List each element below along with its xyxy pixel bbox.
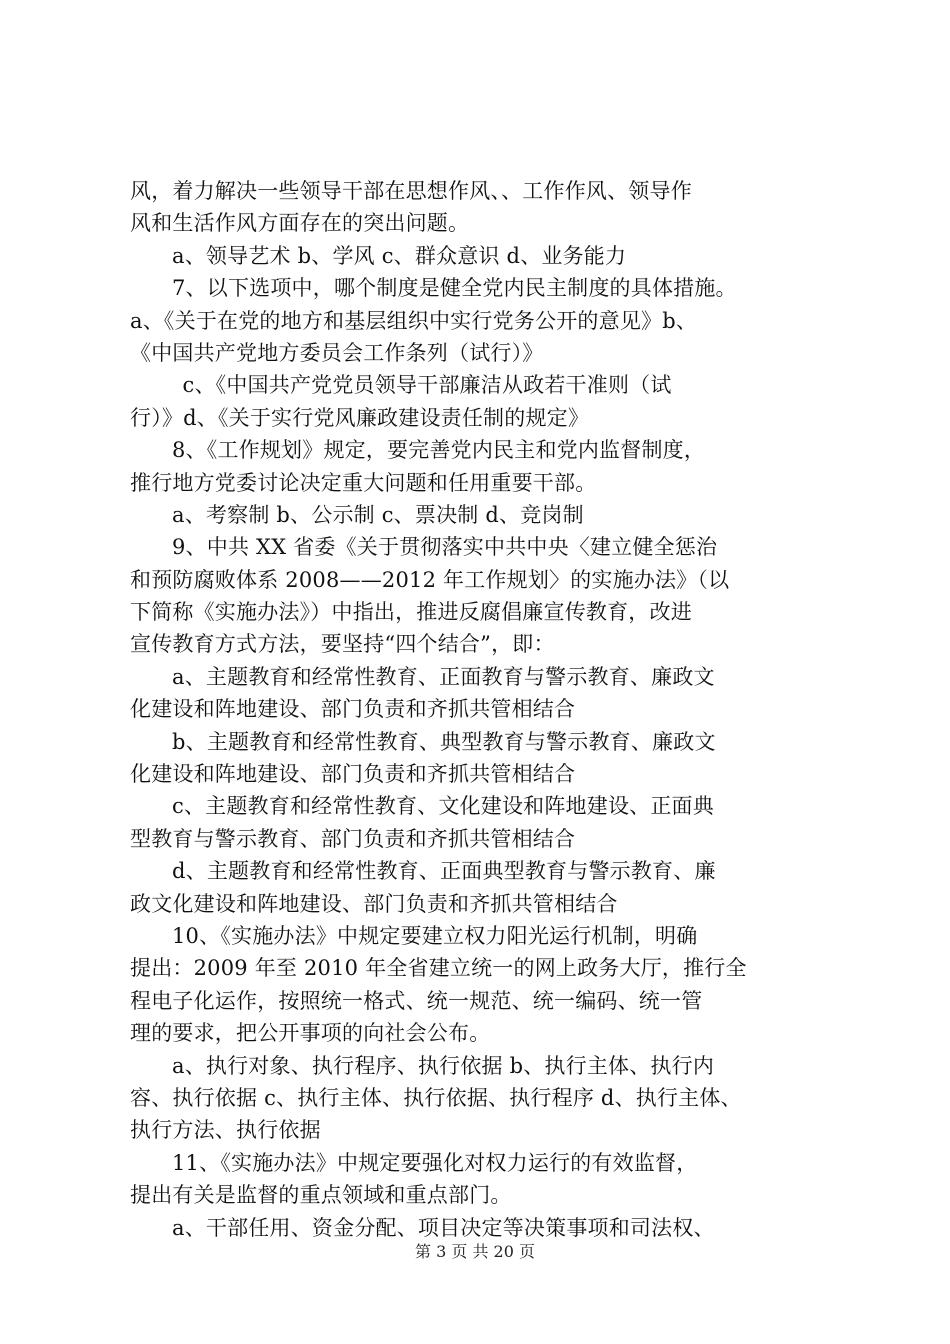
text-line: 风和生活作风方面存在的突出问题。 [130,211,470,236]
text-line: 化建设和阵地建设、部门负责和齐抓共管相结合 [130,697,576,722]
text-line: 风，着力解决一些领导干部在思想作风、、工作作风、领导作 [130,179,692,203]
text-line: c、《中国共产党党员领导干部廉洁从政若干准则（试 [182,373,672,398]
text-line: 理的要求，把公开事项的向社会公布。 [130,1021,491,1046]
text-line: d、主题教育和经常性教育、正面典型教育与警示教育、廉 [172,859,716,884]
text-line: a、《关于在党的地方和基层组织中实行党务公开的意见》b、 [130,308,698,333]
text-line: 8、《工作规划》规定，要完善党内民主和党内监督制度， [172,438,706,463]
text-line: 11、《实施办法》中规定要强化对权力运行的有效监督， [172,1150,698,1175]
text-line: 容、执行依据 c、执行主体、执行依据、执行程序 d、执行主体、 [130,1085,742,1110]
text-line: a、领导艺术 b、学风 c、群众意识 d、业务能力 [172,243,627,268]
text-line: 和预防腐败体系 2008——2012 年工作规划〉的实施办法》（以 [130,567,730,592]
text-line: 提出有关是监督的重点领域和重点部门。 [130,1183,512,1208]
text-line: 提出：2009 年至 2010 年全省建立统一的网上政务大厅，推行全 [130,956,747,981]
text-line: 宣传教育方式方法，要坚持“四个结合”，即： [130,632,555,657]
text-line: 10、《实施办法》中规定要建立权力阳光运行机制，明确 [172,923,698,948]
document-body [130,175,835,1244]
text-line: c、主题教育和经常性教育、文化建设和阵地建设、正面典 [172,794,714,819]
text-line: a、主题教育和经常性教育、正面教育与警示教育、廉政文 [172,664,715,689]
text-line: 下简称《实施办法》）中指出，推进反腐倡廉宣传教育，改进 [130,600,692,625]
text-line: 9、中共 XX 省委《关于贯彻落实中共中央〈建立健全惩治 [172,535,718,560]
page-footer: 第 3 页 共 20 页 [415,1242,535,1261]
text-line: 7、以下选项中，哪个制度是健全党内民主制度的具体措施。 [172,276,737,301]
text-line: 行）》d、《关于实行党风廉政建设责任制的规定》 [130,405,590,430]
text-line: 化建设和阵地建设、部门负责和齐抓共管相结合 [130,762,576,787]
text-line: a、考察制 b、公示制 c、票决制 d、竞岗制 [172,502,584,527]
text-line: 型教育与警示教育、部门负责和齐抓共管相结合 [130,826,576,851]
text-line: 推行地方党委讨论决定重大问题和任用重要干部。 [130,470,597,495]
text-line: b、主题教育和经常性教育、典型教育与警示教育、廉政文 [172,729,716,754]
text-line: 政文化建设和阵地建设、部门负责和齐抓共管相结合 [130,891,618,916]
text-line: 《中国共产党地方委员会工作条列（试行）》 [130,340,544,365]
text-line: a、执行对象、执行程序、执行依据 b、执行主体、执行内 [172,1053,715,1078]
text-line: 执行方法、执行依据 [130,1118,321,1143]
text-line: 程电子化运作，按照统一格式、统一规范、统一编码、统一管 [130,988,703,1013]
text-line: a、干部任用、资金分配、项目决定等决策事项和司法权、 [172,1215,715,1240]
